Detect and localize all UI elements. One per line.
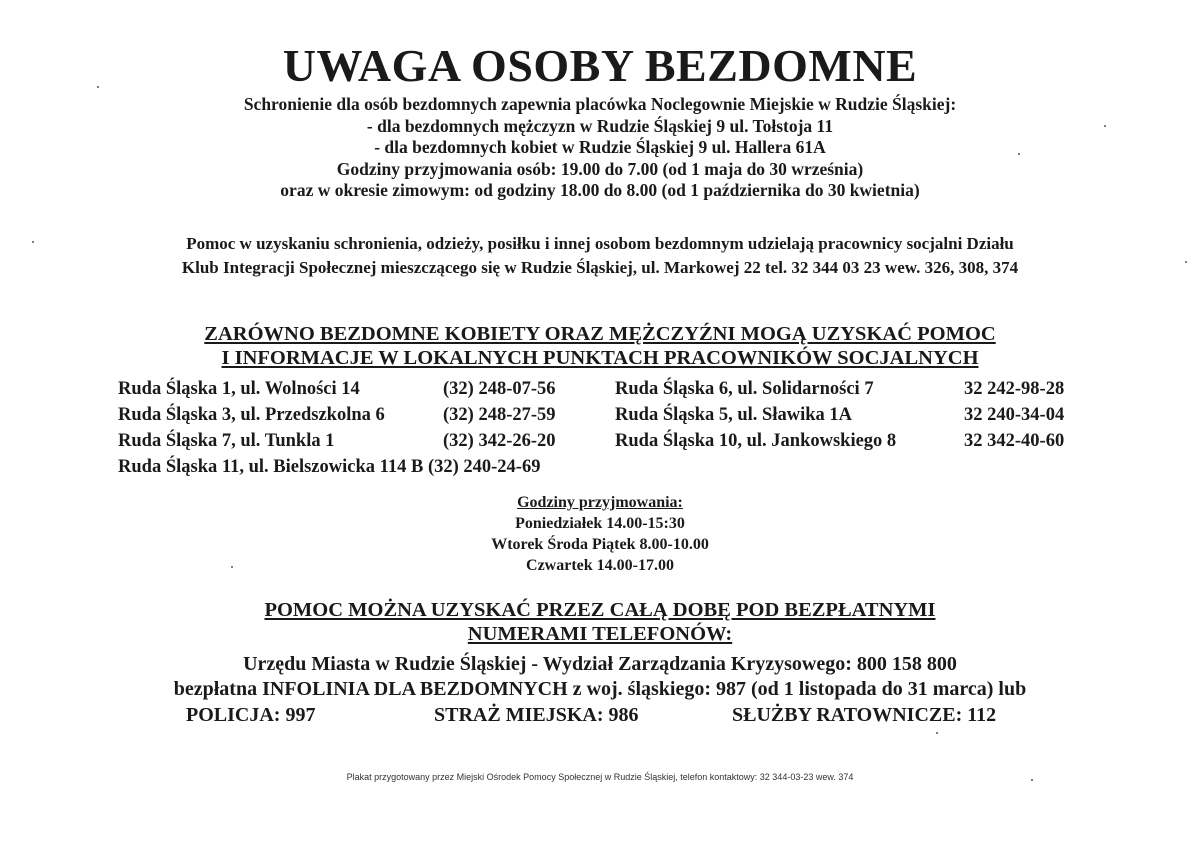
scan-speck bbox=[1185, 261, 1187, 263]
scan-speck bbox=[1104, 125, 1106, 127]
point-address: Ruda Śląska 7, ul. Tunkla 1 bbox=[118, 431, 335, 451]
rescue-services-number: SŁUŻBY RATOWNICZE: 112 bbox=[732, 704, 997, 726]
homeless-helpline: bezpłatna INFOLINIA DLA BEZDOMNYCH z woj. śląskiego: 987 (od 1 listopada do 31 marca) lub bbox=[173, 678, 1027, 700]
office-hours-line: Wtorek Środa Piątek 8.00-10.00 bbox=[491, 536, 709, 553]
local-points-right-phones bbox=[964, 376, 1064, 454]
shelter-men-line: - dla bezdomnych mężczyzn w Rudzie Śląskiej 9 ul. Tołstoja 11 bbox=[366, 115, 834, 136]
point-address: Ruda Śląska 1, ul. Wolności 14 bbox=[118, 379, 360, 399]
shelter-hours-winter: oraz w okresie zimowym: od godziny 18.00 do 8.00 (od 1 października do 30 kwietnia) bbox=[280, 180, 920, 200]
point-phone: (32) 342-26-20 bbox=[443, 431, 556, 451]
point-address-bielszowicka: Ruda Śląska 11, ul. Bielszowicka 114 B (32) 240-24-69 bbox=[118, 457, 541, 477]
scan-speck bbox=[97, 86, 99, 88]
social-help-contact-line: Klub Integracji Społecznej mieszczącego się w Rudzie Śląskiej, ul. Markowej 22 tel. 32 344 03 23 wew. 326, 308, 374 bbox=[181, 258, 1019, 277]
scan-speck bbox=[1018, 153, 1020, 155]
local-points-heading-line: I INFORMACJE W LOKALNYCH PUNKTACH PRACOWNIKÓW SOCJALNYCH bbox=[221, 347, 979, 369]
office-hours-line: Czwartek 14.00-17.00 bbox=[526, 557, 674, 574]
social-help-info bbox=[0, 232, 1200, 280]
shelter-info bbox=[0, 94, 1200, 202]
point-phone: 32 242-98-28 bbox=[964, 379, 1065, 399]
office-hours-title: Godziny przyjmowania: bbox=[517, 494, 683, 511]
point-address: Ruda Śląska 6, ul. Solidarności 7 bbox=[615, 379, 874, 399]
point-address: Ruda Śląska 10, ul. Jankowskiego 8 bbox=[615, 431, 897, 451]
point-address: Ruda Śląska 5, ul. Sławika 1A bbox=[615, 405, 852, 425]
point-phone: (32) 248-07-56 bbox=[443, 379, 556, 399]
local-points-left-phones bbox=[443, 376, 556, 454]
police-number: POLICJA: 997 bbox=[186, 704, 316, 726]
point-address: Ruda Śląska 3, ul. Przedszkolna 6 bbox=[118, 405, 385, 425]
point-phone: 32 342-40-60 bbox=[964, 431, 1065, 451]
city-office-phone: Urzędu Miasta w Rudzie Śląskiej - Wydział Zarządzania Kryzysowego: 800 158 800 bbox=[243, 653, 957, 675]
point-phone: 32 240-34-04 bbox=[964, 405, 1065, 425]
local-points-right-addresses bbox=[615, 376, 896, 454]
city-guard-number: STRAŻ MIEJSKA: 986 bbox=[434, 704, 639, 726]
local-points-heading-line: ZARÓWNO BEZDOMNE KOBIETY ORAZ MĘŻCZYŹNI MOGĄ UZYSKAĆ POMOC bbox=[204, 323, 996, 345]
poster-title: UWAGA OSOBY BEZDOMNE bbox=[282, 40, 918, 91]
scan-speck bbox=[1031, 779, 1033, 781]
shelter-hours-summer: Godziny przyjmowania osób: 19.00 do 7.00 (od 1 maja do 30 września) bbox=[336, 158, 864, 179]
free-phones-heading-line: POMOC MOŻNA UZYSKAĆ PRZEZ CAŁĄ DOBĘ POD BEZPŁATNYMI bbox=[264, 599, 936, 621]
office-hours-line: Poniedziałek 14.00-15:30 bbox=[515, 515, 685, 532]
local-points-left-addresses bbox=[118, 376, 385, 454]
free-phones-heading bbox=[0, 598, 1200, 646]
point-phone: (32) 248-27-59 bbox=[443, 405, 556, 425]
shelter-info-line: Schronienie dla osób bezdomnych zapewnia placówka Noclegownie Miejskie w Rudzie Śląskiej: bbox=[243, 94, 957, 114]
poster-footer: Plakat przygotowany przez Miejski Ośrodek Pomocy Społecznej w Rudzie Śląskiej, telefon kontaktowy: 32 344-03-23 wew. 374 bbox=[346, 772, 854, 782]
local-points-heading bbox=[0, 322, 1200, 370]
office-hours bbox=[0, 492, 1200, 576]
social-help-line: Pomoc w uzyskaniu schronienia, odzieży, posiłku i innej osobom bezdomnym udzielają pracownicy socjalni Działu bbox=[186, 234, 1014, 253]
scan-speck bbox=[231, 566, 233, 568]
scan-speck bbox=[936, 732, 938, 734]
free-phones-heading-line: NUMERAMI TELEFONÓW: bbox=[467, 623, 733, 645]
scan-speck bbox=[32, 241, 34, 243]
shelter-women-line: - dla bezdomnych kobiet w Rudzie Śląskiej 9 ul. Hallera 61A bbox=[374, 137, 826, 157]
